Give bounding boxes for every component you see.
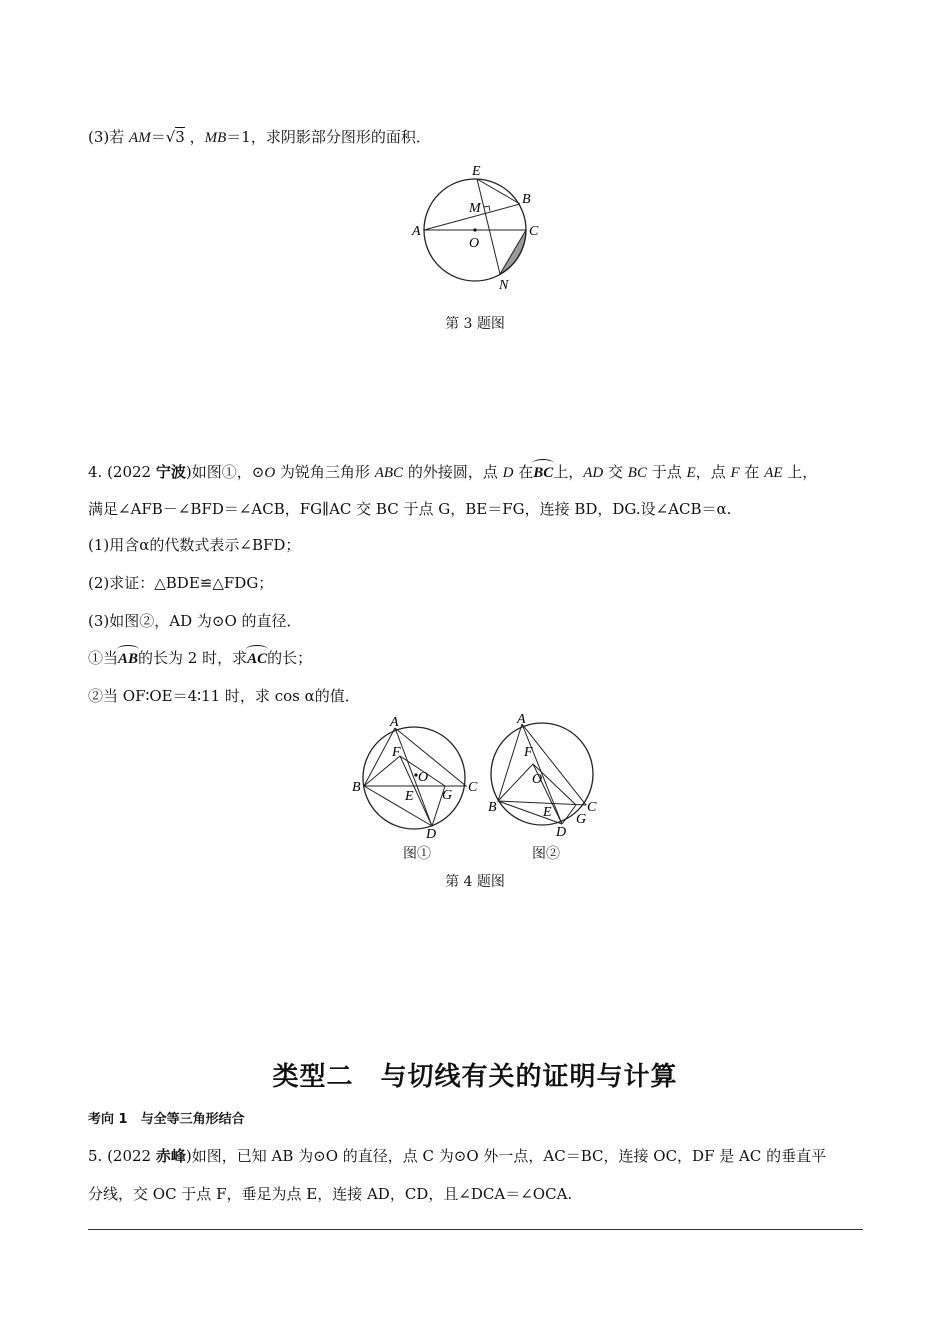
q4-line-7: ②当 OF∶OE＝4∶11 时，求 cos α的值． bbox=[88, 687, 360, 705]
label-c: C bbox=[529, 224, 539, 239]
q4-line-3: (1)用含α的代数式表示∠BFD； bbox=[88, 536, 301, 554]
shaded-segment bbox=[500, 230, 526, 274]
sqrt-radicand: 3 bbox=[175, 128, 185, 146]
fig2-label-c: C bbox=[587, 800, 597, 815]
figure-4-2-label: 图② bbox=[532, 846, 560, 862]
q4-line-1: 4. (2022 宁波)如图①，⊙O 为锐角三角形 ABC 的外接圆，点 D 在BC上，AD 交 BC 于点 E，点 F 在 AE 上， bbox=[88, 463, 818, 481]
fig2-label-g: G bbox=[576, 812, 587, 827]
fig2-label-a: A bbox=[517, 712, 526, 727]
figure-3 bbox=[400, 158, 550, 298]
label-o: O bbox=[469, 236, 480, 251]
figure-4-1 bbox=[348, 712, 488, 842]
triangle-abc bbox=[364, 728, 466, 786]
q5-line-1: 5. (2022 赤峰)如图，已知 AB 为⊙O 的直径，点 C 为⊙O 外一点，AC＝BC，连接 OC，DF 是 AC 的垂直平 bbox=[88, 1147, 827, 1165]
fig1-label-c: C bbox=[468, 780, 478, 795]
label-n: N bbox=[499, 278, 509, 293]
label-m: M bbox=[469, 201, 481, 216]
section-title: 类型二 与切线有关的证明与计算 bbox=[272, 1062, 678, 1092]
q3-text: (3)若 AM＝√3 ，MB＝1，求阴影部分图形的面积． bbox=[88, 128, 431, 146]
figure-4-1-label: 图① bbox=[403, 846, 431, 862]
fig1-label-f: F bbox=[392, 745, 401, 760]
chord-eb bbox=[477, 179, 520, 204]
fig2-label-d: D bbox=[556, 825, 567, 840]
center-dot bbox=[473, 228, 476, 231]
fig2-label-o: O bbox=[532, 772, 543, 787]
fig1-label-b: B bbox=[352, 780, 361, 795]
q4-line-2: 满足∠AFB－∠BFD＝∠ACB，FG∥AC 交 BC 于点 G，BE＝FG，连接 BD，DG.设∠ACB＝α. bbox=[88, 500, 732, 518]
fig2-label-e: E bbox=[543, 805, 552, 820]
arc-ac: AC bbox=[247, 647, 267, 668]
fig2-label-f: F bbox=[524, 745, 533, 760]
segment-bd bbox=[364, 786, 432, 826]
q4-line-6: ①当AB的长为 2 时，求AC的长； bbox=[88, 649, 313, 667]
label-a: A bbox=[412, 224, 421, 239]
figure-4-2 bbox=[480, 712, 610, 842]
q5-line-2: 分线，交 OC 于点 F，垂足为点 E，连接 AD，CD，且∠DCA＝∠OCA. bbox=[88, 1185, 573, 1203]
fig1-label-e: E bbox=[405, 789, 414, 804]
label-e: E bbox=[472, 164, 481, 179]
fig1-label-g: G bbox=[442, 788, 453, 803]
triangle-abc-fig2 bbox=[498, 724, 586, 805]
q4-line-5: (3)如图②，AD 为⊙O 的直径． bbox=[88, 612, 302, 630]
arc-bc: BC bbox=[533, 461, 553, 482]
label-b: B bbox=[522, 192, 531, 207]
q4-line-4: (2)求证：△BDE≌△FDG； bbox=[88, 574, 274, 592]
fig1-label-d: D bbox=[426, 827, 437, 842]
fig2-label-b: B bbox=[488, 800, 497, 815]
page-divider bbox=[88, 1229, 863, 1230]
segment-bf bbox=[364, 756, 400, 786]
chord-en bbox=[477, 179, 500, 274]
figure-3-caption: 第 3 题图 bbox=[445, 316, 505, 332]
arc-ab: AB bbox=[118, 647, 138, 668]
fig1-label-a: A bbox=[390, 715, 399, 730]
section-subtitle: 考向 1 与全等三角形结合 bbox=[88, 1112, 245, 1127]
sqrt-sign: √ bbox=[165, 128, 176, 146]
figure-4-caption: 第 4 题图 bbox=[445, 874, 505, 890]
fig1-label-o: O bbox=[418, 770, 429, 785]
